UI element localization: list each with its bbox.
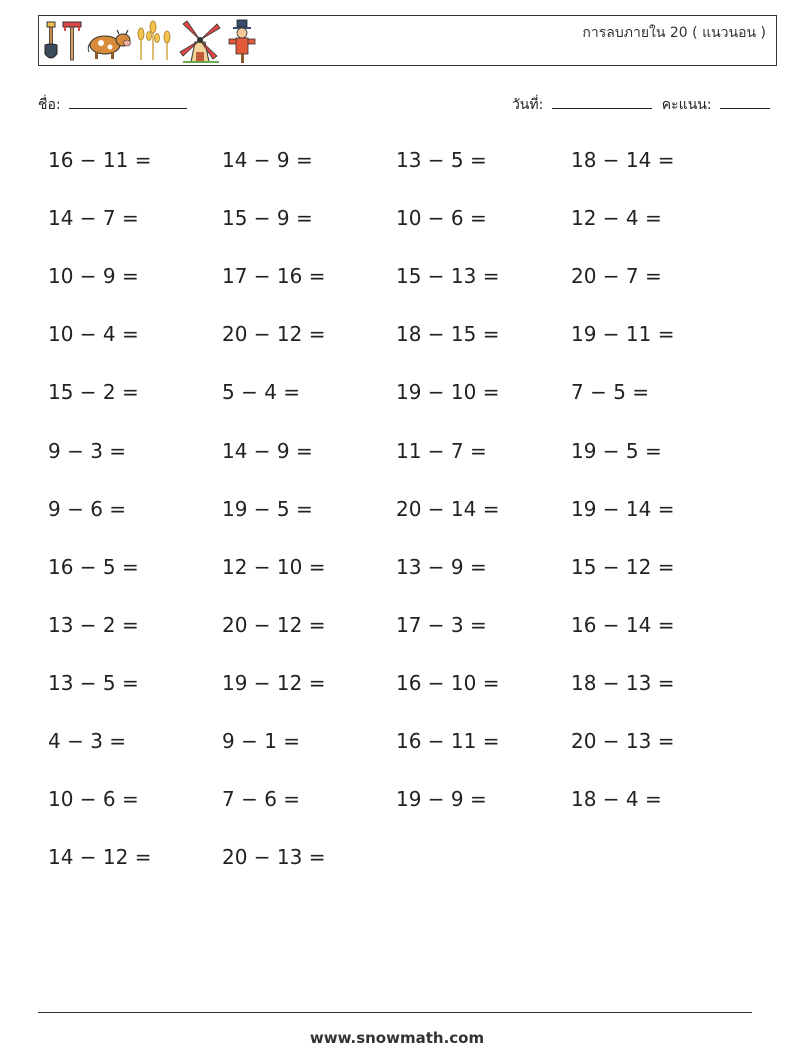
problem-item: 11 − 7 = [396, 439, 487, 463]
footer-website: www.snowmath.com [309, 1029, 485, 1047]
date-score-fields [512, 94, 770, 116]
problem-item: 19 − 5 = [222, 497, 313, 521]
problem-item: 20 − 7 = [571, 264, 662, 288]
problem-item: 9 − 3 = [48, 439, 127, 463]
problem-item: 19 − 14 = [571, 497, 675, 521]
worksheet-header [38, 15, 777, 66]
problem-item: 10 − 6 = [396, 206, 487, 230]
problem-item: 17 − 16 = [222, 264, 326, 288]
problem-item: 18 − 14 = [571, 148, 675, 172]
scarecrow-icon [229, 20, 255, 63]
problem-item: 15 − 2 = [48, 380, 139, 404]
problem-item: 12 − 4 = [571, 206, 662, 230]
problem-item: 7 − 5 = [571, 380, 650, 404]
problem-item: 10 − 9 = [48, 264, 139, 288]
date-label: วันที่: [511, 97, 544, 113]
problem-item: 19 − 12 = [222, 671, 326, 695]
problem-item: 10 − 4 = [48, 322, 139, 346]
problem-item: 16 − 11 = [396, 729, 500, 753]
problem-item: 14 − 12 = [48, 845, 152, 869]
score-label: คะแนน: [661, 97, 712, 113]
score-field [662, 94, 770, 116]
problem-item: 17 − 3 = [396, 613, 487, 637]
name-blank[interactable] [69, 94, 187, 109]
problem-item: 16 − 10 = [396, 671, 500, 695]
problem-item: 13 − 5 = [396, 148, 487, 172]
problem-item: 13 − 2 = [48, 613, 139, 637]
wheat-icon [138, 21, 170, 60]
problem-item: 20 − 12 = [222, 322, 326, 346]
problem-item: 20 − 13 = [571, 729, 675, 753]
problem-item: 19 − 5 = [571, 439, 662, 463]
worksheet-title: การลบภายใน 20 ( แนวนอน ) [582, 25, 766, 41]
problem-item: 14 − 9 = [222, 439, 313, 463]
problem-item: 20 − 13 = [222, 845, 326, 869]
cow-icon [88, 30, 130, 59]
problem-item: 15 − 13 = [396, 264, 500, 288]
footer-divider [38, 1012, 752, 1013]
problem-item: 14 − 7 = [48, 206, 139, 230]
problem-item: 16 − 11 = [48, 148, 152, 172]
header-icons [43, 18, 283, 64]
problem-item: 13 − 9 = [396, 555, 487, 579]
problem-item: 16 − 14 = [571, 613, 675, 637]
problem-item: 7 − 6 = [222, 787, 301, 811]
problem-item: 19 − 10 = [396, 380, 500, 404]
windmill-icon [180, 21, 220, 62]
problem-item: 13 − 5 = [48, 671, 139, 695]
problem-item: 19 − 11 = [571, 322, 675, 346]
problem-item: 15 − 12 = [571, 555, 675, 579]
problem-item: 10 − 6 = [48, 787, 139, 811]
problem-item: 18 − 13 = [571, 671, 675, 695]
rake-icon [63, 22, 81, 60]
problem-item: 4 − 3 = [48, 729, 127, 753]
problem-item: 19 − 9 = [396, 787, 487, 811]
problem-item: 20 − 12 = [222, 613, 326, 637]
problem-item: 14 − 9 = [222, 148, 313, 172]
date-blank[interactable] [552, 94, 652, 109]
name-label: ชื่อ: [38, 97, 61, 113]
problem-item: 15 − 9 = [222, 206, 313, 230]
problem-item: 5 − 4 = [222, 380, 301, 404]
problem-item: 12 − 10 = [222, 555, 326, 579]
shovel-icon [45, 22, 57, 58]
problem-item: 18 − 4 = [571, 787, 662, 811]
problem-item: 20 − 14 = [396, 497, 500, 521]
problem-item: 18 − 15 = [396, 322, 500, 346]
problem-item: 16 − 5 = [48, 555, 139, 579]
name-field [38, 94, 187, 116]
problem-item: 9 − 6 = [48, 497, 127, 521]
date-field [512, 94, 652, 116]
problem-item: 9 − 1 = [222, 729, 301, 753]
score-blank[interactable] [720, 94, 770, 109]
